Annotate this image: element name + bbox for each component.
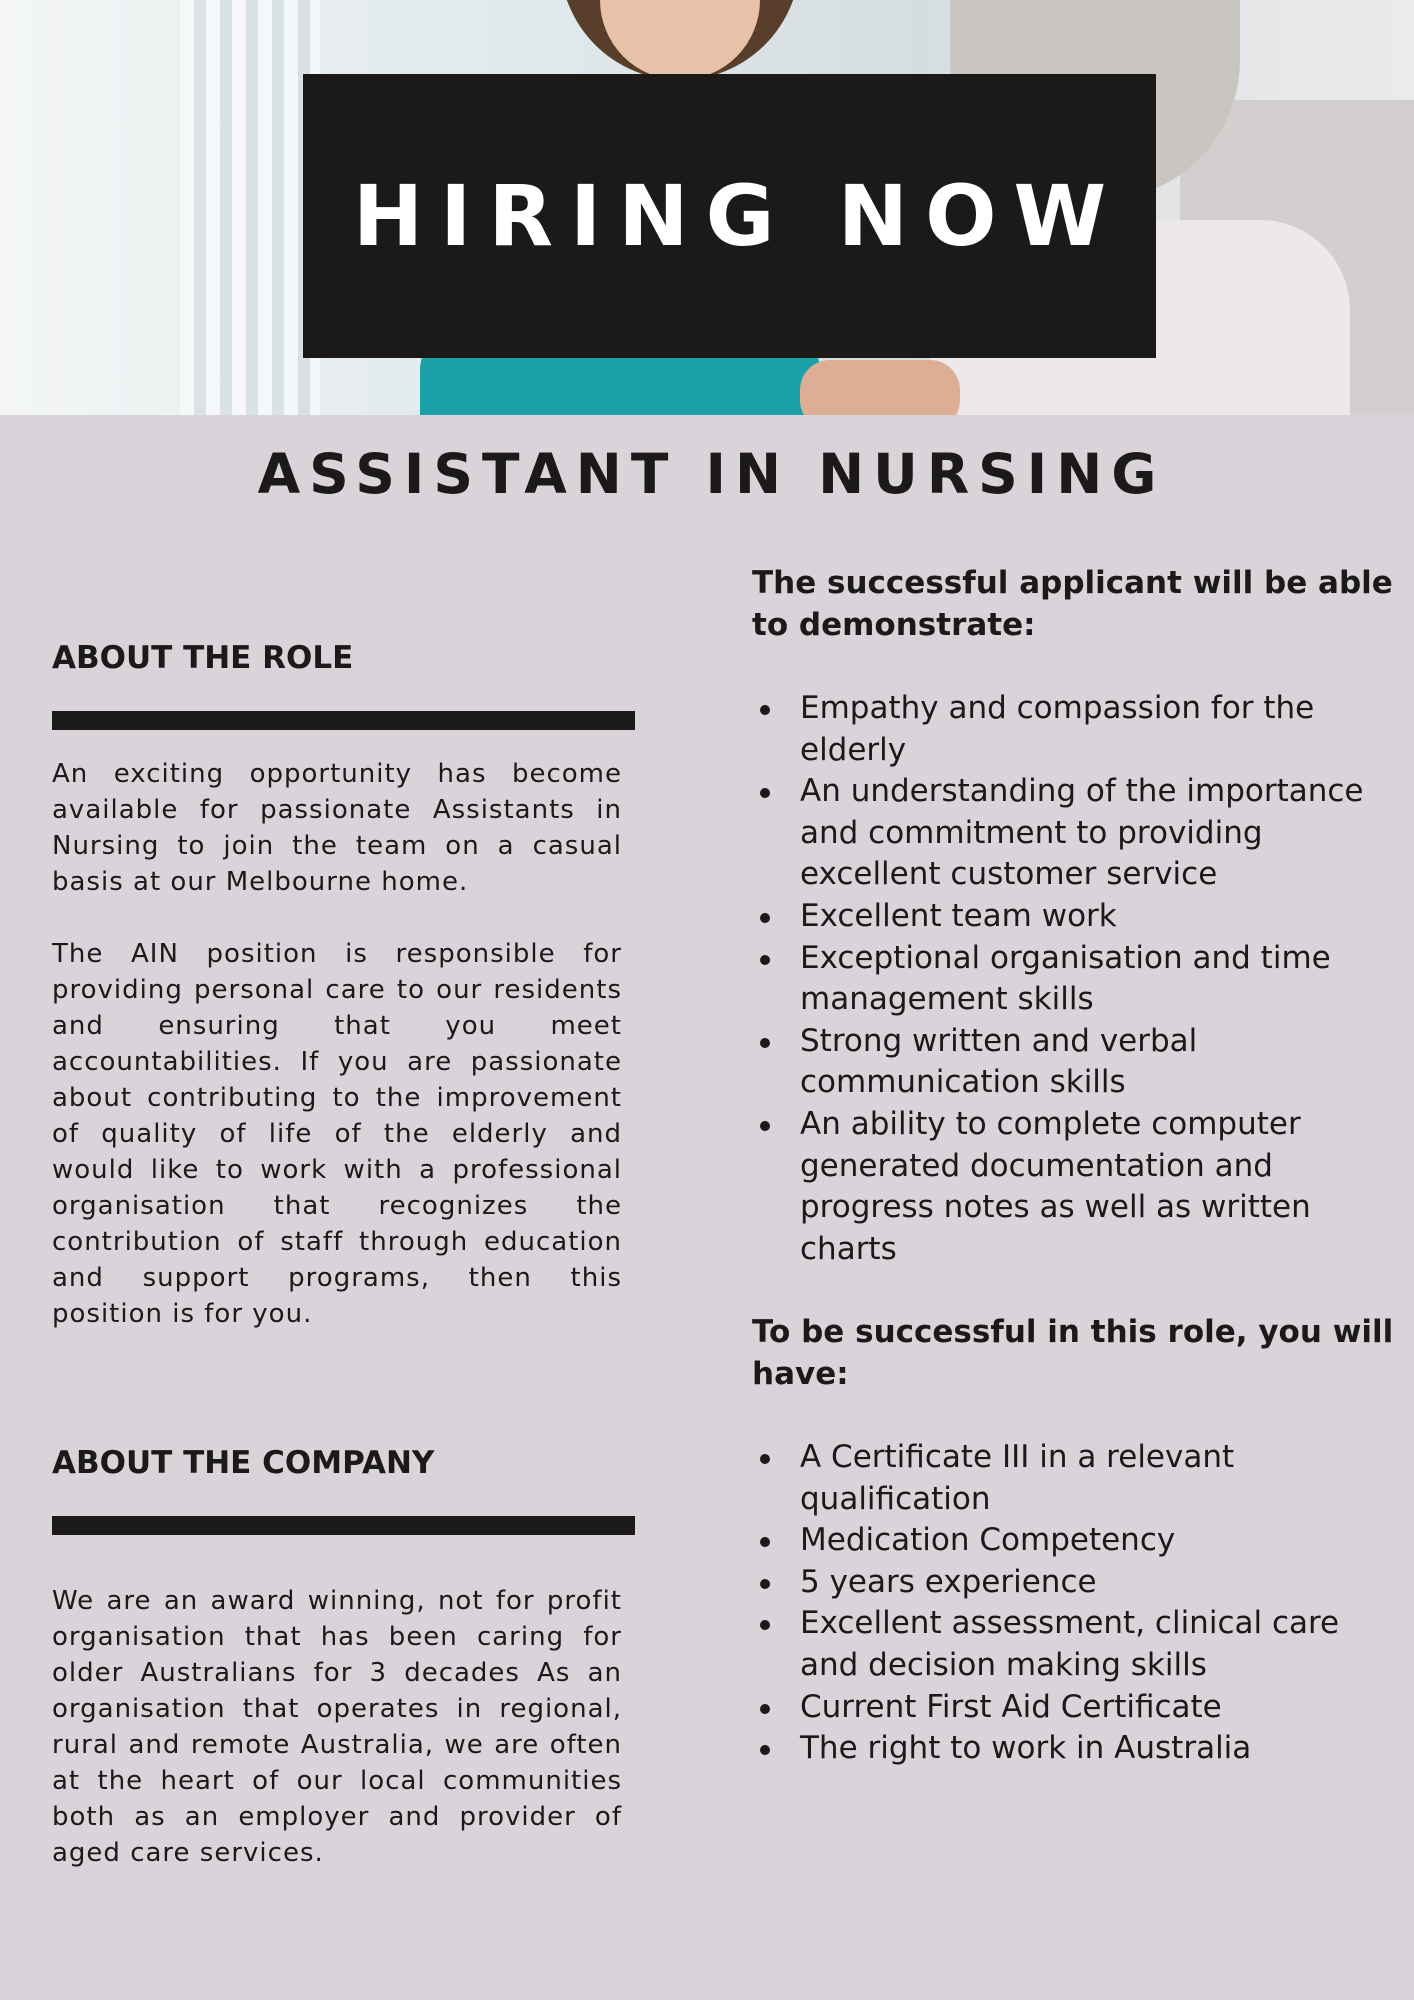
about-role-divider xyxy=(52,711,635,730)
list-item: Medication Competency xyxy=(752,1520,1402,1562)
list-item: An ability to complete computer generated documentation and progress notes as well as written charts xyxy=(752,1104,1402,1270)
nurse-face-shape xyxy=(600,0,760,80)
list-item: A Certificate III in a relevant qualification xyxy=(752,1437,1402,1520)
about-role-paragraph-1: An exciting opportunity has become available for passionate Assistants in Nursing to join the team on a casual basis at our Melbourne home. xyxy=(52,759,622,897)
curtain-shape xyxy=(180,0,320,415)
hand-shape xyxy=(800,360,960,415)
list-item: Current First Aid Certificate xyxy=(752,1687,1402,1729)
about-company-paragraph: We are an award winning, not for profit organisation that has been caring for older Australians for 3 decades As an organisation that operates in regional, rural and remote Australia, we are often at the heart of our local communities both as an employer and provider of aged care services. xyxy=(52,1586,622,1868)
list-item: 5 years experience xyxy=(752,1562,1402,1604)
list-item: An understanding of the importance and commitment to providing excellent customer service xyxy=(752,771,1402,896)
demonstrate-list xyxy=(752,688,1402,1270)
list-item: Empathy and compassion for the elderly xyxy=(752,688,1402,771)
hiring-now-text: HIRING NOW xyxy=(352,167,1124,265)
list-item: Exceptional organisation and time management skills xyxy=(752,938,1402,1021)
requirements-list xyxy=(752,1437,1402,1770)
about-role-paragraph-2: The AIN position is responsible for providing personal care to our residents and ensuring that you meet accountabilities. If you are passionate about contributing to the improvement of quality of life of the elderly and would like to work with a professional organisation that recognizes the contribution of staff through education and support programs, then this position is for you. xyxy=(52,939,622,1329)
list-item: Excellent team work xyxy=(752,896,1402,938)
requirements-heading: To be successful in this role, you will have: xyxy=(752,1314,1394,1392)
list-item: Strong written and verbal communication skills xyxy=(752,1021,1402,1104)
list-item: Excellent assessment, clinical care and decision making skills xyxy=(752,1603,1402,1686)
about-role-heading: ABOUT THE ROLE xyxy=(52,640,354,676)
job-title: ASSISTANT IN NURSING xyxy=(257,442,1166,506)
hiring-now-banner xyxy=(303,74,1156,358)
demonstrate-heading: The successful applicant will be able to demonstrate: xyxy=(752,565,1393,643)
about-company-divider xyxy=(52,1516,635,1535)
about-company-heading: ABOUT THE COMPANY xyxy=(52,1445,435,1481)
list-item: The right to work in Australia xyxy=(752,1728,1402,1770)
